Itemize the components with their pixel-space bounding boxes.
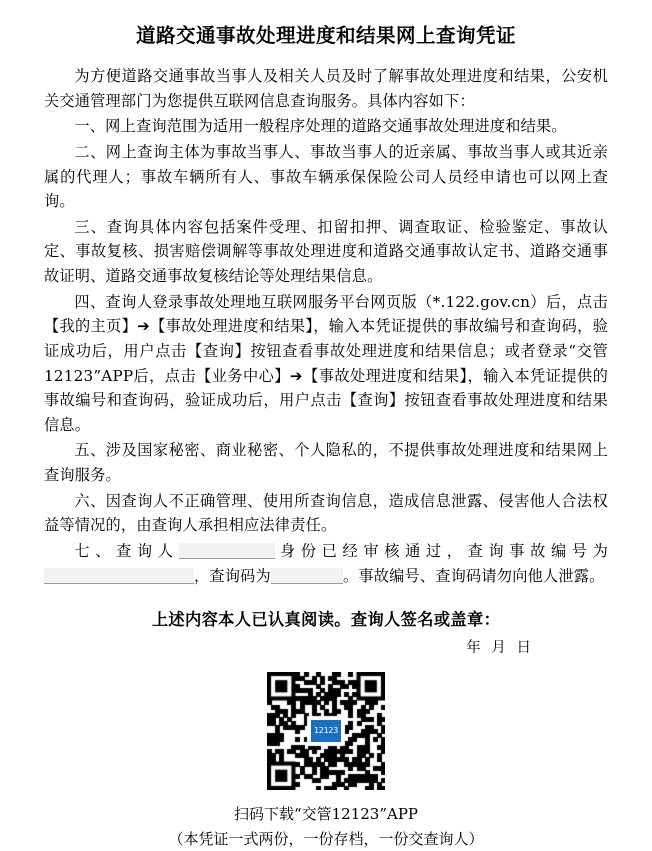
clause-five: 五、涉及国家秘密、商业秘密、个人隐私的，不提供事故处理进度和结果网上查询服务。 bbox=[44, 441, 608, 484]
clause-seven-after-case: ，查询码为 bbox=[194, 566, 271, 585]
clause-seven-lead: 七、查询人 bbox=[74, 541, 179, 560]
redacted-case-number-field bbox=[44, 568, 194, 584]
clause-one: 一、网上查询范围为适用一般程序处理的道路交通事故处理进度和结果。 bbox=[74, 117, 567, 136]
clause-four-rest: ）后，点击【我的主页】➔【事故处理进度和结果】，输入本凭证提供的事故编号和查询码，验证成功后，用户点击【查询】按钮查看事故处理进度和结果信息；或者登录“交管12123”APP后，点击【业务中心】➔【事故处理进度和结果】，输入本凭证提供的事故编号和查询码，验证成功后，用户点击【查询】按钮查看事故处理进度和结果信息。 bbox=[44, 292, 609, 434]
clause-seven bbox=[44, 539, 608, 588]
clause-three: 三、查询具体内容包括案件受理、扣留扣押、调查取证、检验鉴定、事故认定、事故复核、损害赔偿调解等事故处理进度和道路交通事故认定书、道路交通事故证明、道路交通事故复核结论等处理结果信息。 bbox=[44, 217, 608, 285]
date-line: 年 月 日 bbox=[466, 640, 534, 657]
qr-code bbox=[262, 667, 390, 795]
query-platform-url: *.122.gov.cn bbox=[432, 292, 531, 311]
clause-four-prefix: 四、查询人登录事故处理地互联网服务平台网页版（ bbox=[74, 292, 433, 311]
redacted-query-code-field bbox=[271, 568, 343, 584]
clause-four bbox=[44, 290, 608, 438]
clause-seven-after-name: 身份已经审核通过，查询事故编号为 bbox=[274, 541, 609, 560]
redacted-name-field bbox=[179, 543, 275, 559]
page-title: 道路交通事故处理进度和结果网上查询凭证 bbox=[135, 24, 516, 47]
clause-six: 六、因查询人不正确管理、使用所查询信息，造成信息泄露、侵害他人合法权益等情况的，由查询人承担相应法律责任。 bbox=[44, 491, 608, 535]
clause-seven-tail: 。事故编号、查询码请勿向他人泄露。 bbox=[342, 566, 605, 585]
qr-code-section bbox=[44, 667, 608, 795]
signature-prompt: 上述内容本人已认真阅读。查询人签名或盖章： bbox=[151, 610, 501, 630]
qr-caption: 扫码下载“交管12123”APP bbox=[233, 805, 419, 824]
intro-paragraph: 为方便道路交通事故当事人及相关人员及时了解事故处理进度和结果，公安机关交通管理部门为您提供互联网信息查询服务。具体内容如下： bbox=[44, 67, 608, 110]
qr-center-logo: 12123 bbox=[309, 718, 343, 744]
clause-two: 二、网上查询主体为事故当事人、事故当事人的近亲属、事故当事人或其近亲属的代理人；事故车辆所有人、事故车辆承保保险公司人员经申请也可以网上查询。 bbox=[44, 142, 608, 211]
footnote: （本凭证一式两份，一份存档，一份交查询人） bbox=[168, 830, 484, 849]
document-body bbox=[44, 64, 608, 588]
